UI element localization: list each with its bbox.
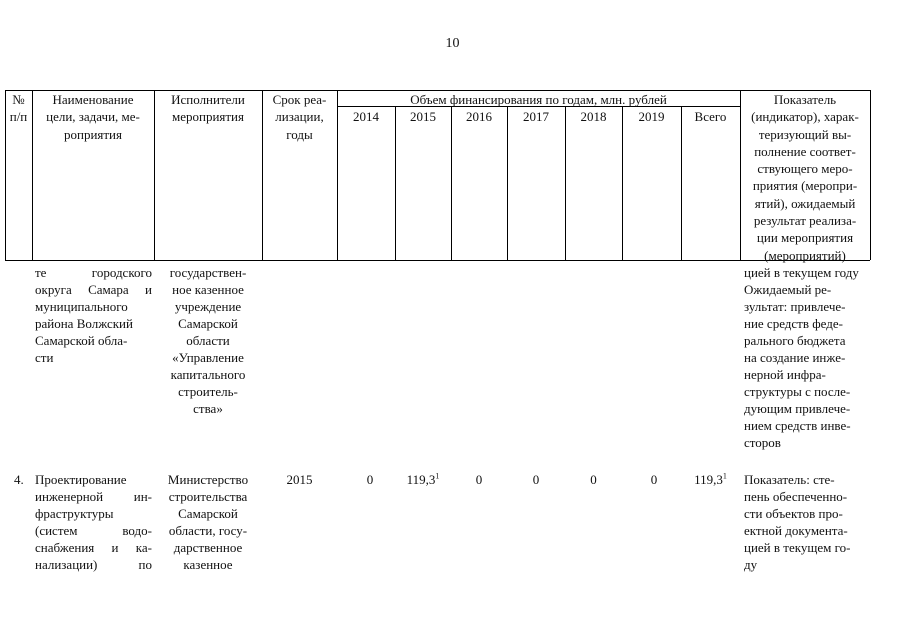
header-year-2017: 2017 xyxy=(523,109,549,124)
continuation-executors: государствен- ное казенное учреждение Самарской области «Управление капитального строитель- ства» xyxy=(169,265,247,416)
row-value-2019: 0 xyxy=(650,472,658,487)
header-executors: Исполнители мероприятия xyxy=(171,92,245,125)
header-financing-title: Объем финансирования по годам, млн. рублей xyxy=(410,92,667,107)
footnote-mark: 1 xyxy=(722,471,727,481)
row-value-2018: 0 xyxy=(590,472,597,487)
header-year-2019: 2019 xyxy=(638,109,665,124)
row-value-total: 119,3$^1$ xyxy=(694,471,727,487)
page-number: 10 xyxy=(445,36,460,51)
continuation-indicator: цией в текущем году Ожидаемый ре- зультат: привлече- ние средств феде- рального бюджета на создание инже- нерной инфра- структуры с после- дующим привлече- нием средств инве- сторов xyxy=(744,265,859,450)
row-value-2015: 119,3$^1$ xyxy=(406,471,440,487)
header-total: Всего xyxy=(694,109,727,124)
row-value-2016: 0 xyxy=(475,472,483,487)
header-name: Наименование цели, задачи, ме- роприятия xyxy=(46,92,140,142)
footnote-mark: 1 xyxy=(435,471,440,481)
header-year-2015: 2015 xyxy=(410,109,436,124)
row-number: 4. xyxy=(14,472,24,487)
row-value-2014: 0 xyxy=(366,472,374,487)
continuation-name: те городского округа Самара и муниципального района Волжский Самарской обла- сти xyxy=(35,265,152,365)
row-indicator: Показатель: сте- пень обеспеченно- сти объектов про- ектной документа- цией в текущем го- ду xyxy=(744,472,851,572)
row-executors: Министерство строительства Самарской области, госу- дарственное казенное xyxy=(167,472,249,572)
header-year-2016: 2016 xyxy=(466,109,492,124)
row-term: 2015 xyxy=(286,472,313,487)
row-value-2017: 0 xyxy=(532,472,540,487)
header-year-2014: 2014 xyxy=(353,109,379,124)
row-name: Проектирование инженерной ин- фраструктуры (систем водо- снабжения и ка- нализации) по xyxy=(35,472,152,572)
header-indicator: Показатель (индикатор), харак- теризующий вы- полнение соответ- ствующего меро- приятия (меропри- ятий), ожидаемый результат реализа- ции мероприятия (мероприятий) xyxy=(751,92,859,263)
header-term: Срок реа- лизации, годы xyxy=(272,92,327,142)
header-year-2018: 2018 xyxy=(580,109,607,124)
header-num: № п/п xyxy=(9,92,28,125)
